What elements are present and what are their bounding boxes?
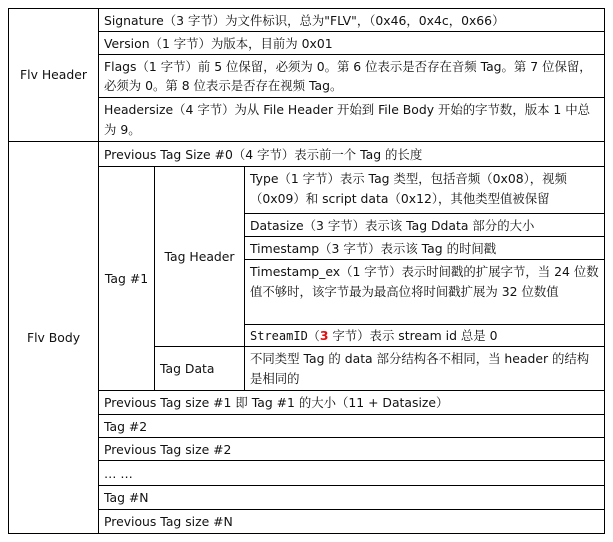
tag1-label — [99, 167, 155, 391]
header-row-signature: Signature（3 字节）为文件标识，总为"FLV"，（0x46，0x4c，0x66） — [99, 9, 604, 32]
header-row-headersize: Headersize（4 字节）为从 File Header 开始到 File Body 开始的字节数，版本 1 中总为 9。 — [99, 98, 604, 142]
tag-header-row-timestamp: Timestamp（3 字节）表示该 Tag 的时间戳 — [245, 237, 604, 260]
streamid-bytes: 3 — [319, 328, 329, 343]
tag-data-description: 不同类型 Tag 的 data 部分结构各不相同，当 header 的结构是相同的 — [245, 347, 604, 391]
header-row-version: Version（1 字节）为版本，目前为 0x01 — [99, 32, 604, 55]
flv-header-label-text: Flv Header — [20, 67, 87, 82]
tag1-label-text: Tag #1 — [104, 270, 149, 286]
tag-header-label — [155, 167, 245, 347]
body-row-tag-2: Tag #2 — [99, 415, 604, 438]
flv-header-label — [9, 9, 99, 142]
flv-body-label-text: Flv Body — [26, 329, 81, 345]
flv-structure-table — [8, 8, 605, 534]
header-row-flags: Flags（1 字节）前 5 位保留，必须为 0。第 6 位表示是否存在音频 Tag。第 7 位保留，必须为 0。第 8 位表示是否存在视频 Tag。 — [99, 55, 604, 98]
tag-header-row-datasize: Datasize（3 字节）表示该 Tag Ddata 部分的大小 — [245, 214, 604, 237]
body-row-prev-tag-size-2: Previous Tag size #2 — [99, 438, 604, 461]
body-row-prev-tag-size-0: Previous Tag Size #0（4 字节）表示前一个 Tag 的长度 — [99, 142, 604, 167]
tag-header-label-text: Tag Header — [164, 248, 235, 264]
body-row-tag-n: Tag #N — [99, 486, 604, 510]
streamid-suffix: 字节）表示 stream id 总是 0 — [328, 328, 498, 343]
tag-header-row-timestamp-ex: Timestamp_ex（1 字节）表示时间戳的扩展字节，当 24 位数值不够时，该字节最为最高位将时间戳扩展为 32 位数值 — [245, 260, 604, 325]
body-row-prev-tag-size-n: Previous Tag size #N — [99, 510, 604, 533]
tag-data-label — [155, 347, 245, 391]
tag-data-label-text: Tag Data — [160, 360, 215, 376]
flv-body-label — [9, 142, 99, 533]
tag-header-row-streamid — [245, 325, 604, 347]
tag-header-row-type: Type（1 字节）表示 Tag 类型，包括音频（0x08），视频（0x09）和 script data（0x12），其他类型值被保留 — [245, 167, 604, 214]
body-row-ellipsis: … … — [99, 461, 604, 486]
streamid-prefix: StreamID（ — [250, 329, 320, 343]
body-row-prev-tag-size-1: Previous Tag size #1 即 Tag #1 的大小（11 + Datasize） — [99, 391, 604, 415]
